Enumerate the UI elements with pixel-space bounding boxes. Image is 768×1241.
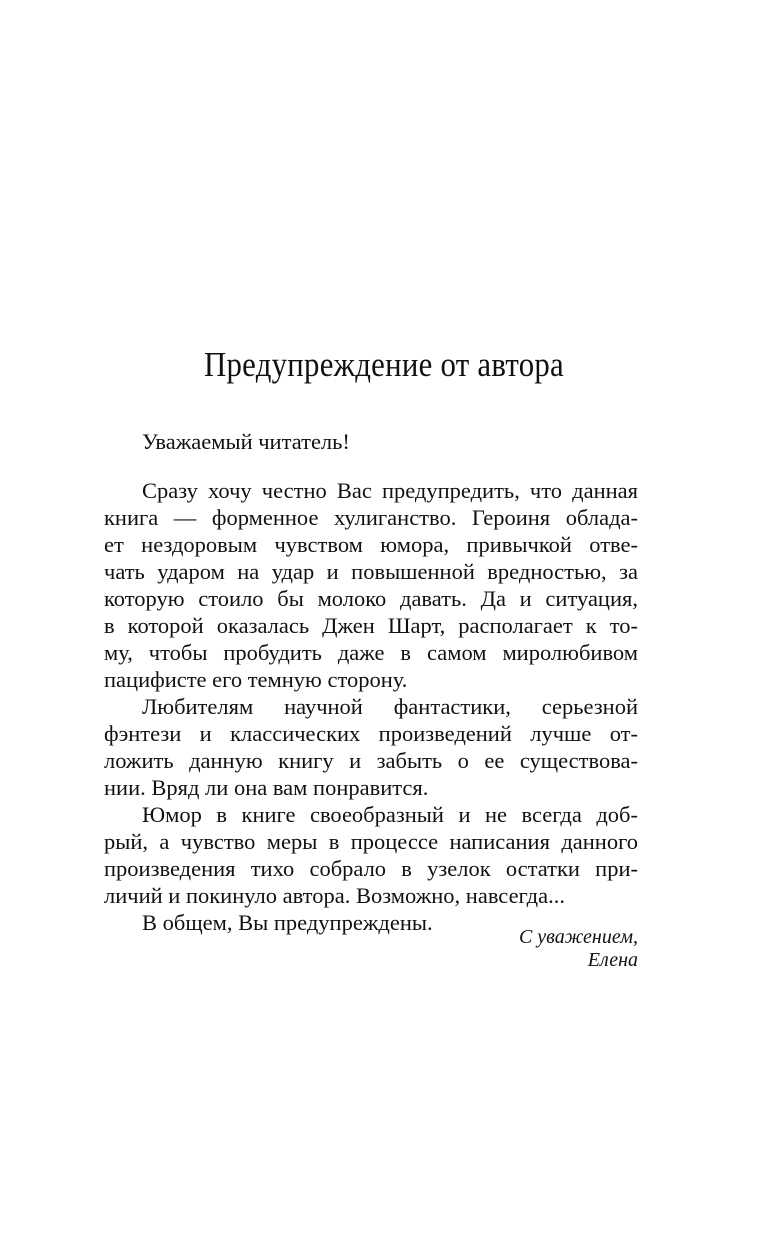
body-text: [104, 428, 638, 936]
paragraph-1: [104, 477, 638, 693]
page-title: Предупреждение от автора: [204, 345, 564, 384]
signature-name: Елена: [587, 949, 638, 971]
paragraph-line: пацифисте его темную сторону.: [104, 667, 408, 692]
paragraph-line: чать ударом на удар и повышенной вредностью, за: [104, 559, 638, 584]
paragraph-line: Сразу хочу честно Вас предупредить, что данная: [142, 478, 638, 503]
paragraph-line: ет нездоровым чувством юмора, привычкой отве-: [104, 532, 638, 557]
paragraph-line: нии. Вряд ли она вам понравится.: [104, 775, 429, 800]
paragraph-line: Юмор в книге своеобразный и не всегда доб-: [142, 802, 638, 827]
paragraph-line: книга — форменное хулиганство. Героиня облада-: [104, 505, 638, 530]
paragraph-line: личий и покинуло автора. Возможно, навсегда...: [104, 883, 565, 908]
signature: [519, 926, 638, 972]
paragraph-line: ложить данную книгу и забыть о ее существова-: [104, 748, 638, 773]
greeting: Уважаемый читатель!: [142, 429, 350, 454]
paragraph-3: [104, 801, 638, 909]
paragraph-line: в которой оказалась Джен Шарт, располагает к то-: [104, 613, 638, 638]
paragraph-line: му, чтобы пробудить даже в самом миролюбивом: [104, 640, 638, 665]
paragraph-line: рый, а чувство меры в процессе написания данного: [104, 829, 638, 854]
paragraph-line: произведения тихо собрало в узелок остатки при-: [104, 856, 638, 881]
paragraph-line: которую стоило бы молоко давать. Да и ситуация,: [104, 586, 638, 611]
signature-closing: С уважением,: [518, 926, 638, 948]
paragraph-line: фэнтези и классических произведений лучше от-: [104, 721, 638, 746]
paragraph-2: [104, 693, 638, 801]
paragraph-line: Любителям научной фантастики, серьезной: [142, 694, 638, 719]
paragraph-line: В общем, Вы предупреждены.: [142, 910, 433, 935]
